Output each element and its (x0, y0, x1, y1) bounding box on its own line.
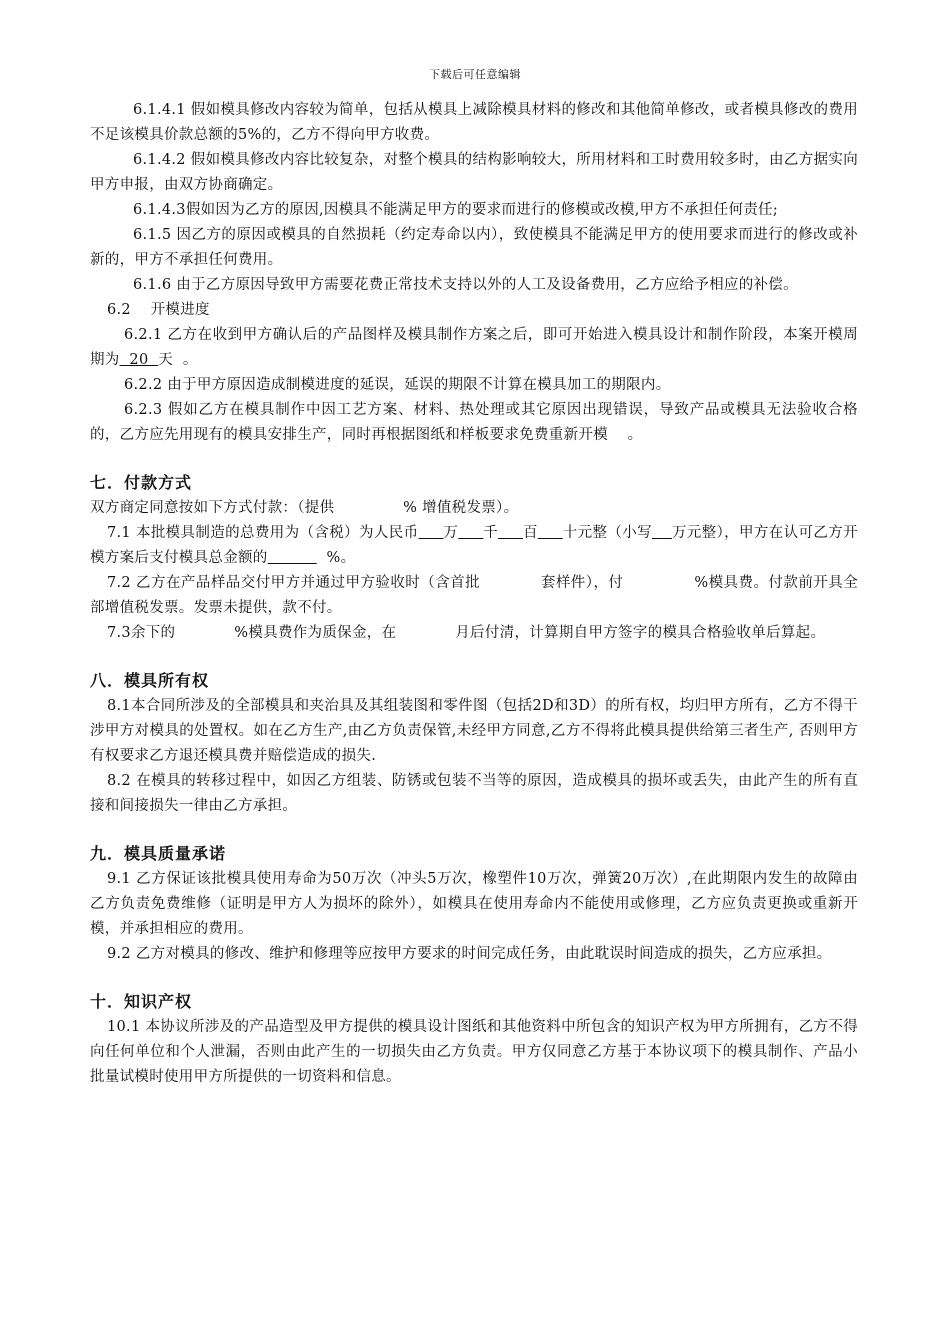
clause-6-2-1-text: 6.2.1 乙方在收到甲方确认后的产品图样及模具制作方案之后，即可开始进入模具设计和制作阶段，本案开模周期为 (90, 327, 858, 368)
section-8-title: 八．模具所有权 (90, 671, 210, 690)
clause-7-1 (90, 521, 858, 571)
blank-bai (498, 525, 523, 541)
clause-6-1-4-3: 6.1.4.3假如因为乙方的原因,因模具不能满足甲方的要求而进行的修模或改模,甲方不承担任何责任; (133, 202, 779, 218)
clause-8-2: 8.2 在模具的转移过程中，如因乙方组装、防锈或包装不当等的原因，造成模具的损坏或丢失，由此产生的所有直接和间接损失一律由乙方承担。 (90, 773, 858, 814)
clause-6-2-1 (90, 323, 858, 373)
clause-6-2-2: 6.2.2 由于甲方原因造成制模进度的延误，延误的期限不计算在模具加工的期限内。 (124, 377, 671, 393)
clause-7-1-tail: %。 (316, 550, 356, 566)
blank-shi (538, 525, 563, 541)
section-9-title: 九．模具质量承诺 (90, 844, 227, 863)
unit-wan: 万 (443, 525, 459, 541)
blank-lowercase (652, 525, 672, 541)
unit-bai: 百 (522, 525, 538, 541)
clause-6-1-6: 6.1.6 由于乙方原因导致甲方需要花费正常技术支持以外的人工及设备费用，乙方应给予相应的补偿。 (133, 277, 798, 293)
page-header: 下载后可任意编辑 (429, 68, 521, 81)
section-10-title: 十．知识产权 (90, 992, 193, 1011)
clause-7-1-text: 7.1 本批模具制造的总费用为（含税）为人民币 (107, 525, 419, 541)
blank-qian (458, 525, 483, 541)
clause-6-1-4-1: 6.1.4.1 假如模具修改内容较为简单，包括从模具上减除模具材料的修改和其他简单修改，或者模具修改的费用不足该模具价款总额的5%的，乙方不得向甲方收费。 (90, 102, 858, 143)
clause-6-2-1-tail: 天 。 (158, 352, 198, 368)
clause-7-1-text-2: 万元整），甲方在认可乙方开模方案后支付模具总金额的 (90, 525, 858, 566)
clause-8-1: 8.1本合同所涉及的全部模具和夹治具及其组装图和零件图（包括2D和3D）的所有权，均归甲方所有，乙方不得干涉甲方对模具的处置权。如在乙方生产,由乙方负责保管,未经甲方同意,乙方不得将此模具提供给第三者生产, 否则甲方有权要求乙方退还模具费并赔偿造成的损失. (90, 698, 858, 764)
schedule-days-blank: 20 (119, 352, 159, 368)
payment-intro: 双方商定同意按如下方式付款：（提供 % 增值税发票）。 (90, 500, 519, 516)
clause-6-1-4-2: 6.1.4.2 假如模具修改内容比较复杂，对整个模具的结构影响较大，所用材料和工时费用较多时，由乙方据实向甲方申报，由双方协商确定。 (90, 152, 858, 193)
clause-6-1-5: 6.1.5 因乙方的原因或模具的自然损耗（约定寿命以内），致使模具不能满足甲方的使用要求而进行的修改或补新的，甲方不承担任何费用。 (90, 227, 858, 268)
unit-qian: 千 (483, 525, 499, 541)
clause-10-1: 10.1 本协议所涉及的产品造型及甲方提供的模具设计图纸和其他资料中所包含的知识产权为甲方所拥有，乙方不得向任何单位和个人泄漏，否则由此产生的一切损失由乙方负责。甲方仅同意乙方基于本协议项下的模具制作、产品小批量试模时使用甲方所提供的一切资料和信息。 (90, 1019, 858, 1085)
section-7-title: 七．付款方式 (90, 473, 193, 492)
document-body (90, 98, 858, 1090)
blank-percent (268, 550, 317, 566)
clause-7-3: 7.3余下的 %模具费作为质保金，在 月后付清，计算期自甲方签字的模具合格验收单后算起。 (107, 625, 826, 641)
clause-7-2: 7.2 乙方在产品样品交付甲方并通过甲方验收时（含首批 套样件），付 %模具费。付款前开具全部增值税发票。发票未提供，款不付。 (90, 575, 858, 616)
clause-6-2: 6.2 开模进度 (107, 302, 210, 318)
clause-9-1: 9.1 乙方保证该批模具使用寿命为50万次（冲头5万次，橡塑件10万次，弹簧20万次）,在此期限内发生的故障由乙方负责免费维修（证明是甲方人为损坏的除外），如模具在使用寿命内不能使用或修理，乙方应负责更换或重新开模，并承担相应的费用。 (90, 871, 858, 937)
clause-9-2: 9.2 乙方对模具的修改、维护和修理等应按甲方要求的时间完成任务，由此耽误时间造成的损失，乙方应承担。 (107, 946, 832, 962)
clause-6-2-3: 6.2.3 假如乙方在模具制作中因工艺方案、材料、热处理或其它原因出现错误，导致产品或模具无法验收合格的，乙方应先用现有的模具安排生产，同时再根据图纸和样板要求免费重新开模 。 (90, 402, 858, 443)
unit-shi: 十元整（小写 (562, 525, 652, 541)
blank-wan (419, 525, 444, 541)
